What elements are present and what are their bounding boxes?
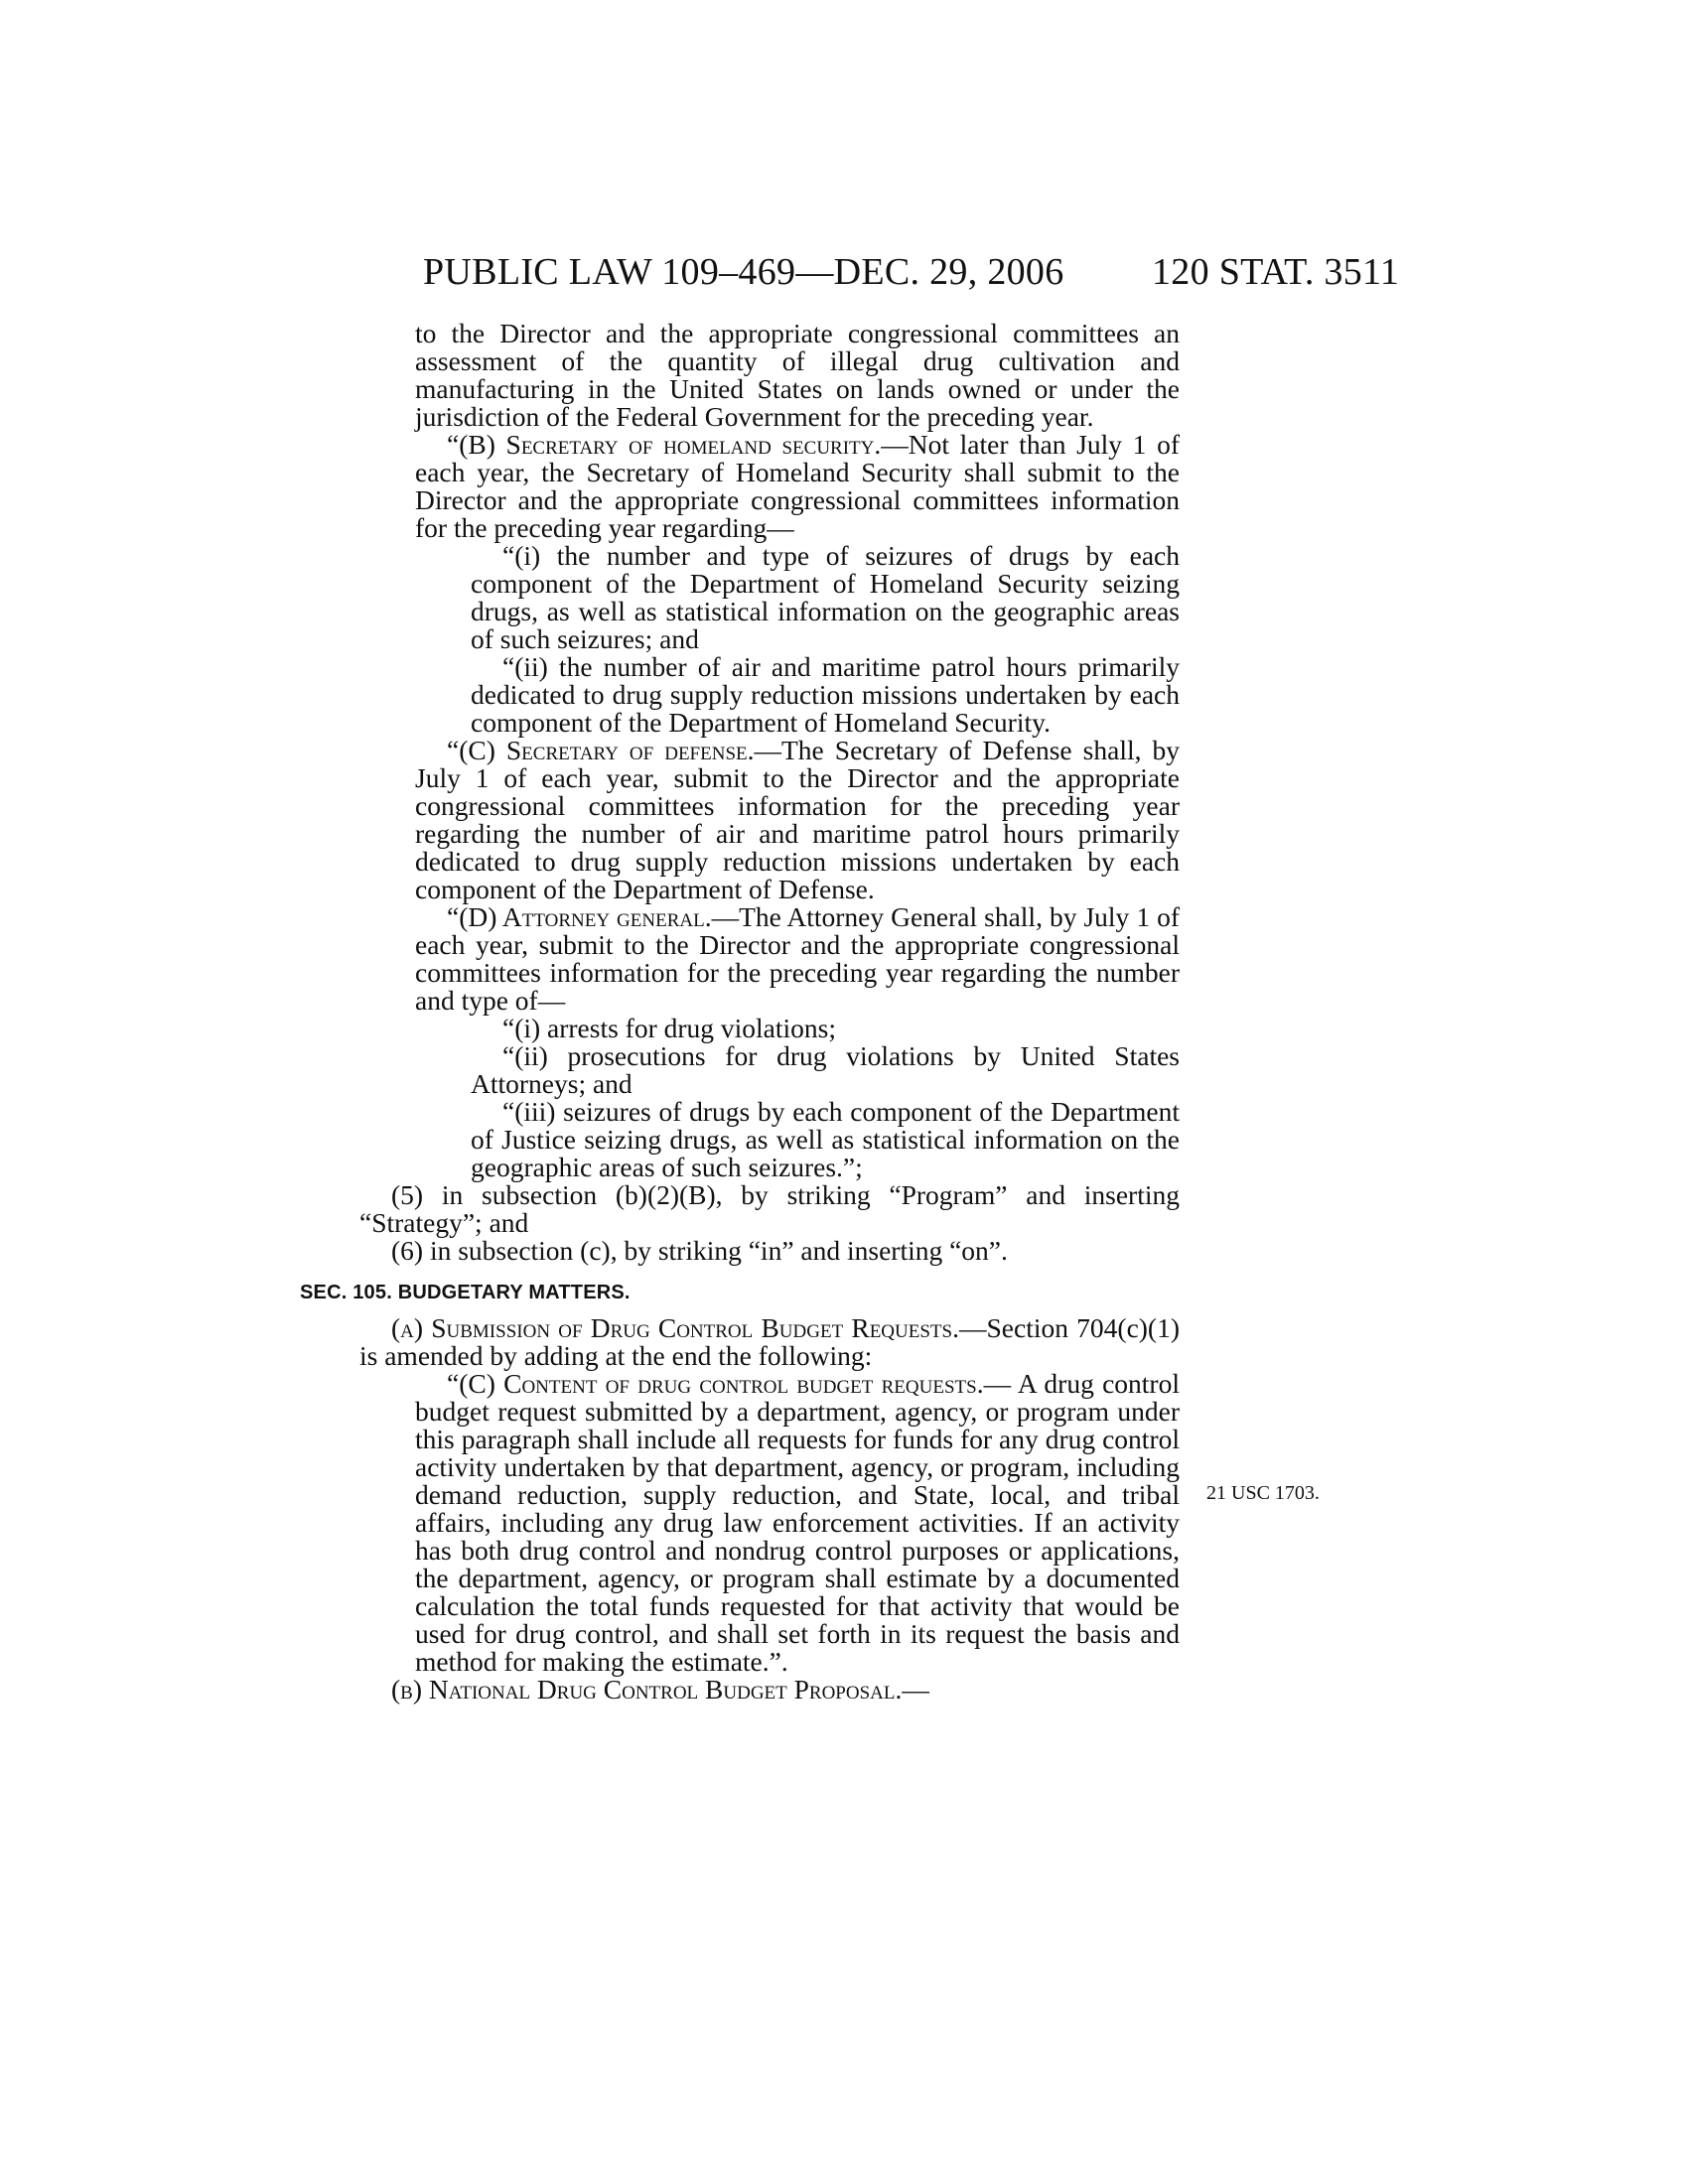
quoted-subparagraph-c bbox=[415, 1370, 1180, 1676]
paragraph-d-attorney-general bbox=[415, 903, 1180, 1015]
paragraph-continuation: to the Director and the appropriate congressional committees an assessment of the quantity of illegal drug cultivation and manufacturing in the United States on lands owned or under the jurisdiction of the Federal Government for the preceding year. bbox=[415, 318, 1180, 432]
running-header-title: PUBLIC LAW 109–469—DEC. 29, 2006 bbox=[423, 251, 1064, 293]
heading-b: “(B) Secretary of homeland security. bbox=[447, 429, 882, 460]
paragraph-c-defense bbox=[415, 737, 1180, 903]
text-b-budget: — bbox=[902, 1674, 929, 1705]
clause-b-ii: “(ii) the number of air and maritime patrol hours primarily dedicated to drug supply reduction missions undertaken by each component of the Department of Homeland Security. bbox=[471, 651, 1180, 738]
clause-d-ii: “(ii) prosecutions for drug violations by United States Attorneys; and bbox=[471, 1040, 1180, 1099]
statute-page-number: 120 STAT. 3511 bbox=[1152, 251, 1400, 293]
text-column bbox=[300, 318, 1180, 1705]
heading-c: “(C) Secretary of defense. bbox=[447, 735, 755, 765]
text-a: —Section 704(c)(1) is amended by adding at the end the following: bbox=[359, 1312, 1180, 1371]
section-heading: SEC. 105. BUDGETARY MATTERS. bbox=[300, 1282, 631, 1303]
subsection-b bbox=[359, 1676, 1180, 1704]
heading-a: (a) Submission of Drug Control Budget Requests. bbox=[391, 1312, 959, 1343]
text-quoted-c: — A drug control budget request submitted by a department, agency, or program under this paragraph shall include all requests for funds for any drug control activity undertaken by that department, agency, or program, including demand reduction, supply reduction, and State, local, and tribal affairs, including any drug law enforcement activities. If an activity has both drug control and nondrug control purposes or applications, the department, agency, or program shall estimate by a documented calculation the total funds requested for that activity that would be used for drug control, and shall set forth in its request the basis and method for making the estimate.”. bbox=[415, 1368, 1180, 1677]
heading-d: “(D) Attorney general. bbox=[447, 901, 712, 932]
text-d: —The Attorney General shall, by July 1 of each year, submit to the Director and the appropriate congressional committees information for the preceding year regarding the number and type of— bbox=[415, 901, 1180, 1016]
text-c: —The Secretary of Defense shall, by July 1 of each year, submit to the Director and the appropriate congressional committees information for the preceding year regarding the number of air and maritime patrol hours primarily dedicated to drug supply reduction missions undertaken by each component of the Department of Defense. bbox=[415, 735, 1180, 904]
heading-b-budget: (b) National Drug Control Budget Proposal. bbox=[391, 1674, 903, 1705]
paragraph-5: (5) in subsection (b)(2)(B), by striking “Program” and inserting “Strategy”; and bbox=[359, 1179, 1180, 1238]
subsection-a bbox=[359, 1314, 1180, 1370]
text-b: —Not later than July 1 of each year, the Secretary of Homeland Security shall submit to the Director and the appropriate congressional committees information for the preceding year regarding— bbox=[415, 429, 1180, 543]
paragraph-b-homeland-security bbox=[415, 431, 1180, 542]
clause-d-iii: “(iii) seizures of drugs by each component of the Department of Justice seizing drugs, as well as statistical information on the geographic areas of such seizures.”; bbox=[471, 1096, 1180, 1182]
clause-d-i: “(i) arrests for drug violations; bbox=[502, 1013, 837, 1043]
clause-b-i: “(i) the number and type of seizures of drugs by each component of the Department of Homeland Security seizing drugs, as well as statistical information on the geographic areas of such seizures; and bbox=[471, 540, 1180, 654]
margin-citation: 21 USC 1703. bbox=[1206, 1482, 1320, 1504]
heading-quoted-c: “(C) Content of drug control budget requests. bbox=[447, 1368, 984, 1399]
paragraph-6: (6) in subsection (c), by striking “in” and inserting “on”. bbox=[391, 1235, 1008, 1266]
